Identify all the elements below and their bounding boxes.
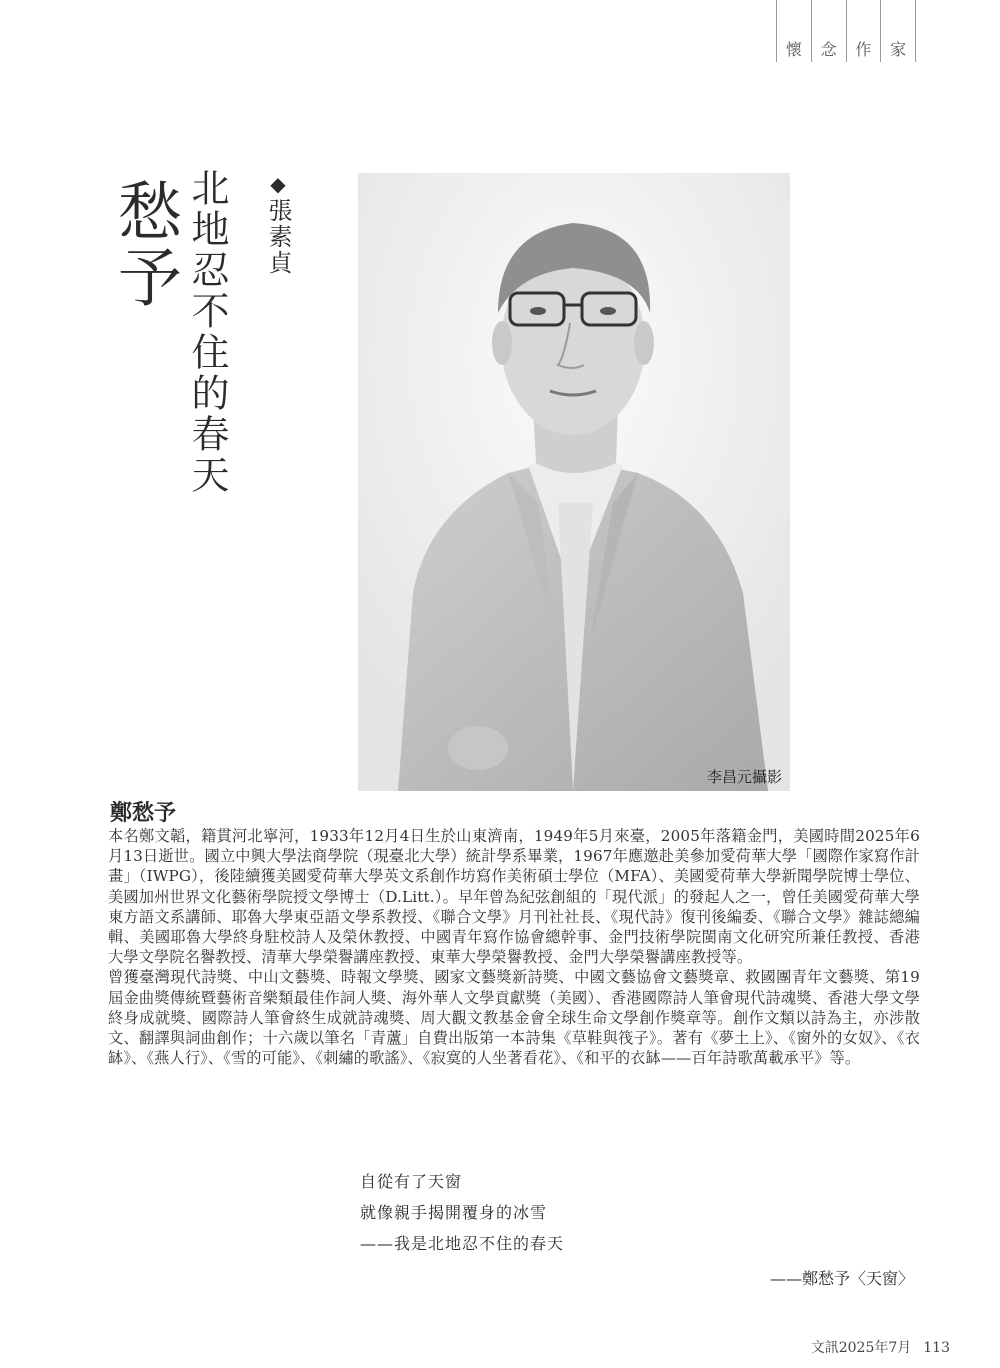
page-number: 113: [923, 1340, 950, 1356]
poem-excerpt: [360, 1170, 564, 1263]
author-name: 張素貞: [264, 198, 292, 276]
bio-paragraph: 曾獲臺灣現代詩獎、中山文藝獎、時報文學獎、國家文藝獎新詩獎、中國文藝協會文藝獎章、救國團青年文藝獎、第19屆金曲獎傳統暨藝術音樂類最佳作詞人獎、海外華人文學貢獻獎（美國）、香港國際詩人筆會現代詩魂獎、香港大學文學終身成就獎、國際詩人筆會終生成就詩魂獎、周大觀文教基金會全球生命文學創作獎章等。創作文類以詩為主，亦涉散文、翻譯與詞曲創作；十六歲以筆名「青蘆」自費出版第一本詩集《草鞋與筏子》。著有《夢土上》、《窗外的女奴》、《衣缽》、《燕人行》、《雪的可能》、《刺繡的歌謠》、《寂寞的人坐著看花》、《和平的衣缽——百年詩歌萬載承平》等。: [108, 968, 920, 1068]
diamond-icon: ◆: [266, 172, 290, 198]
column-header: [776, 0, 916, 62]
column-header-cell: 作: [846, 0, 881, 62]
poem-line: ——我是北地忍不住的春天: [360, 1234, 565, 1253]
portrait-illustration: [358, 173, 790, 791]
portrait-photo: [358, 173, 790, 791]
bio-text: [108, 826, 920, 1068]
bio-heading: 鄭愁予: [110, 800, 177, 826]
poem-line: 就像親手揭開覆身的冰雪: [360, 1203, 548, 1222]
magazine-issue: 文訊2025年7月: [810, 1340, 912, 1356]
page-footer: [811, 1337, 950, 1357]
article-author: [266, 172, 290, 276]
bio-paragraph: 本名鄭文韜，籍貫河北寧河，1933年12月4日生於山東濟南，1949年5月來臺，2005年落籍金門，美國時間2025年6月13日逝世。國立中興大學法商學院（現臺北大學）統計學系畢業，1967年應邀赴美參加愛荷華大學「國際作家寫作計畫」（IWPG），後陸續獲美國愛荷華大學英文系創作坊寫作美術碩士學位（MFA）、美國愛荷華大學新聞學院博士學位、美國加州世界文化藝術學院授文學博士（D.Litt.）。早年曾為紀弦創組的「現代派」的發起人之一，曾任美國愛荷華大學東方語文系講師、耶魯大學東亞語文學系教授、《聯合文學》月刊社社長、《現代詩》復刊後編委、《聯合文學》雜誌總編輯、美國耶魯大學終身駐校詩人及榮休教授、中國青年寫作協會總幹事、金門技術學院閩南文化研究所兼任教授、香港大學文學院名譽教授、清華大學榮譽講座教授、東華大學榮譽教授、金門大學榮譽講座教授等。: [108, 827, 920, 967]
column-header-cell: 懷: [776, 0, 811, 62]
subject-name-vertical: 愁予: [107, 178, 181, 310]
poem-source: ——鄭愁予〈天窗〉: [769, 1269, 914, 1288]
article-title: 北地忍不住的春天: [185, 168, 229, 496]
column-header-cell: 家: [880, 0, 916, 62]
photo-credit: 李昌元攝影: [706, 768, 782, 786]
column-header-cell: 念: [811, 0, 846, 62]
poem-line: 自從有了天窗: [360, 1172, 463, 1191]
